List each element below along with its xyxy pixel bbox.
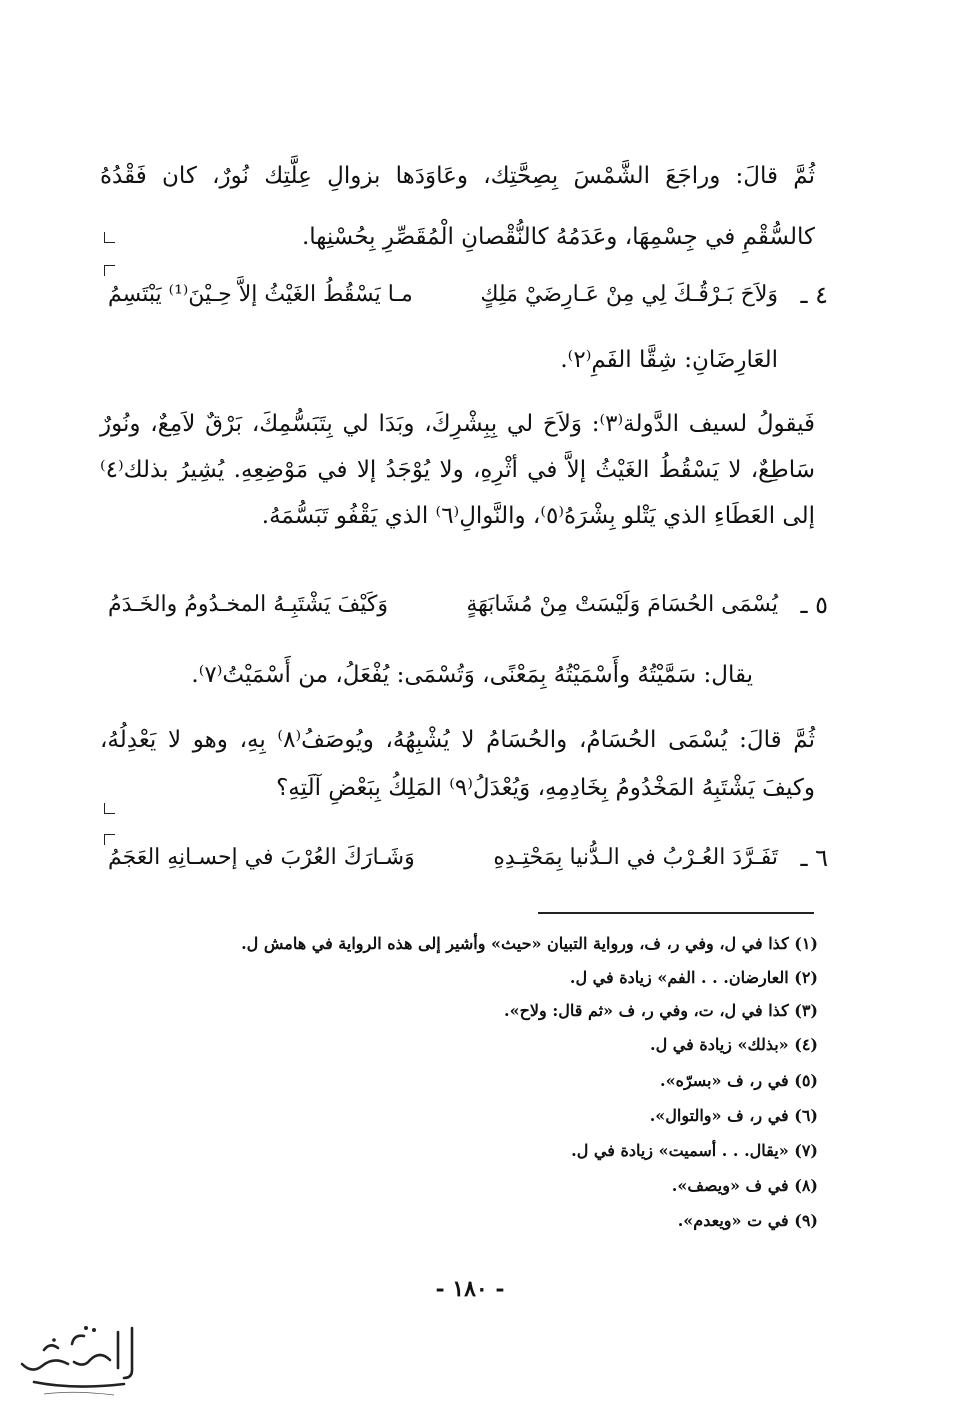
paragraph-2: فَيقولُ لسيف الدَّولة⁽٣⁾: وَلاَحَ لي بِبِشْرِكَ، وبَدَا لي بِتَبَسُّمِكَ، بَرْقٌ لاَمِعٌ، ونُورٌ سَاطِعٌ، لا يَسْقُطُ الغَيْثُ إلاَّ في أثْرِهِ، ولا يُوْجَدُ إلا في مَوْضِعِهِ. يُشِيرُ بذلك⁽٤⁾ إلى العَطَاءِ الذي يَتْلو بِشْرَهُ⁽٥⁾، والنَّوالِ⁽٦⁾ الذي يَقْفُو تَبَسُّمَهُ. (100, 411, 816, 529)
verse-number-6: ٦ ـ (800, 844, 828, 872)
footnote-3: (٣) كذا في ل، ت، وفي ر، ف «ثم قال: ولاح». (504, 1001, 818, 1020)
bracket-mark (104, 803, 115, 814)
verse-6-second-hemistich: وَشَـارَكَ العُرْبَ في إحسـانِهِ العَجَمُ (108, 845, 415, 870)
verse-6-first-hemistich: تَفَـرَّدَ العُـرْبُ في الـدُّنيا بِمَحْتِـدِهِ (493, 845, 778, 870)
footnote-1: (١) كذا في ل، وفي ر، ف، ورواية التبيان «حيث» وأشير إلى هذه الرواية في هامش ل. (241, 934, 818, 953)
verse-5-gloss: يقال: سَمَّيْتُهُ وأَسْمَيْتُهُ بِمَعْنًى، وَتُسْمَى: يُفْعَلُ، من أَسْمَيْتُ⁽٧⁾. (191, 662, 753, 688)
verse-number-5: ٥ ـ (800, 591, 828, 619)
page-number: - ١٨٠ - (435, 1276, 505, 1302)
verse-4-first-hemistich: وَلاَحَ بَـرْقُـكَ لِي مِنْ عَـارِضَيْ مَلِكٍ (480, 282, 778, 307)
verse-number-4: ٤ ـ (800, 281, 828, 309)
footnote-8: (٨) في ف «ويصف». (671, 1176, 818, 1195)
paragraph-3: ثُمَّ قالَ: يُسْمَى الحُسَامُ، والحُسَامُ لا يُشْبِهُهُ، ويُوصَفُ⁽٨⁾ بِهِ، وهو لا يَعْدِلُهُ، وكيفَ يَشْتَبِهُ المَخْدُومُ بِخَادِمِهِ، وَيُعْدَلُ⁽٩⁾ المَلِكُ بِبَعْضِ آلَتِهِ؟ (100, 727, 815, 801)
verse-5-first-hemistich: يُسْمَى الحُسَامَ وَلَيْسَتْ مِنْ مُشَابَهَةٍ (466, 592, 778, 617)
footnote-4: (٤) «بذلك» زيادة في ل. (650, 1035, 818, 1054)
bracket-mark (104, 232, 115, 243)
footnote-5: (٥) في ر، ف «بسرّه». (660, 1071, 818, 1090)
footnote-6: (٦) في ر، ف «والتوال». (649, 1106, 818, 1125)
footnote-2: (٢) العارضان. . . الفم» زيادة في ل. (569, 968, 818, 987)
calligraphy-logo (14, 1320, 144, 1400)
paragraph-1: ثُمَّ قالَ: وراجَعَ الشَّمْسَ بِصِحَّتِك، وعَاوَدَها بزوالِ عِلَّتِك نُورٌ، كان فَقْدُهُ كالسُّقْمِ في جِسْمِهَا، وعَدَمُهُ كالنُّقْصانِ الْمُقَصِّرِ بِحُسْنِها. (100, 163, 815, 250)
verse-5-second-hemistich: وَكَيْفَ يَشْتَبِـهُ المخـدُومُ والخَـدَمُ (108, 592, 388, 617)
footnote-7: (٧) «يقال. . . أسميت» زيادة في ل. (571, 1141, 818, 1160)
verse-4-second-hemistich: مـا يَسْقُطُ الغَيْثُ إلاَّ حِـيْنَ⁽¹⁾ يَبْتَسِمُ (108, 282, 413, 307)
footnote-9: (٩) في ت «ويعدم». (677, 1211, 818, 1230)
gloss-line: العَارِضَانِ: شِقَّا الفَمِ⁽٢⁾. (560, 347, 778, 373)
footnote-separator (538, 912, 814, 914)
